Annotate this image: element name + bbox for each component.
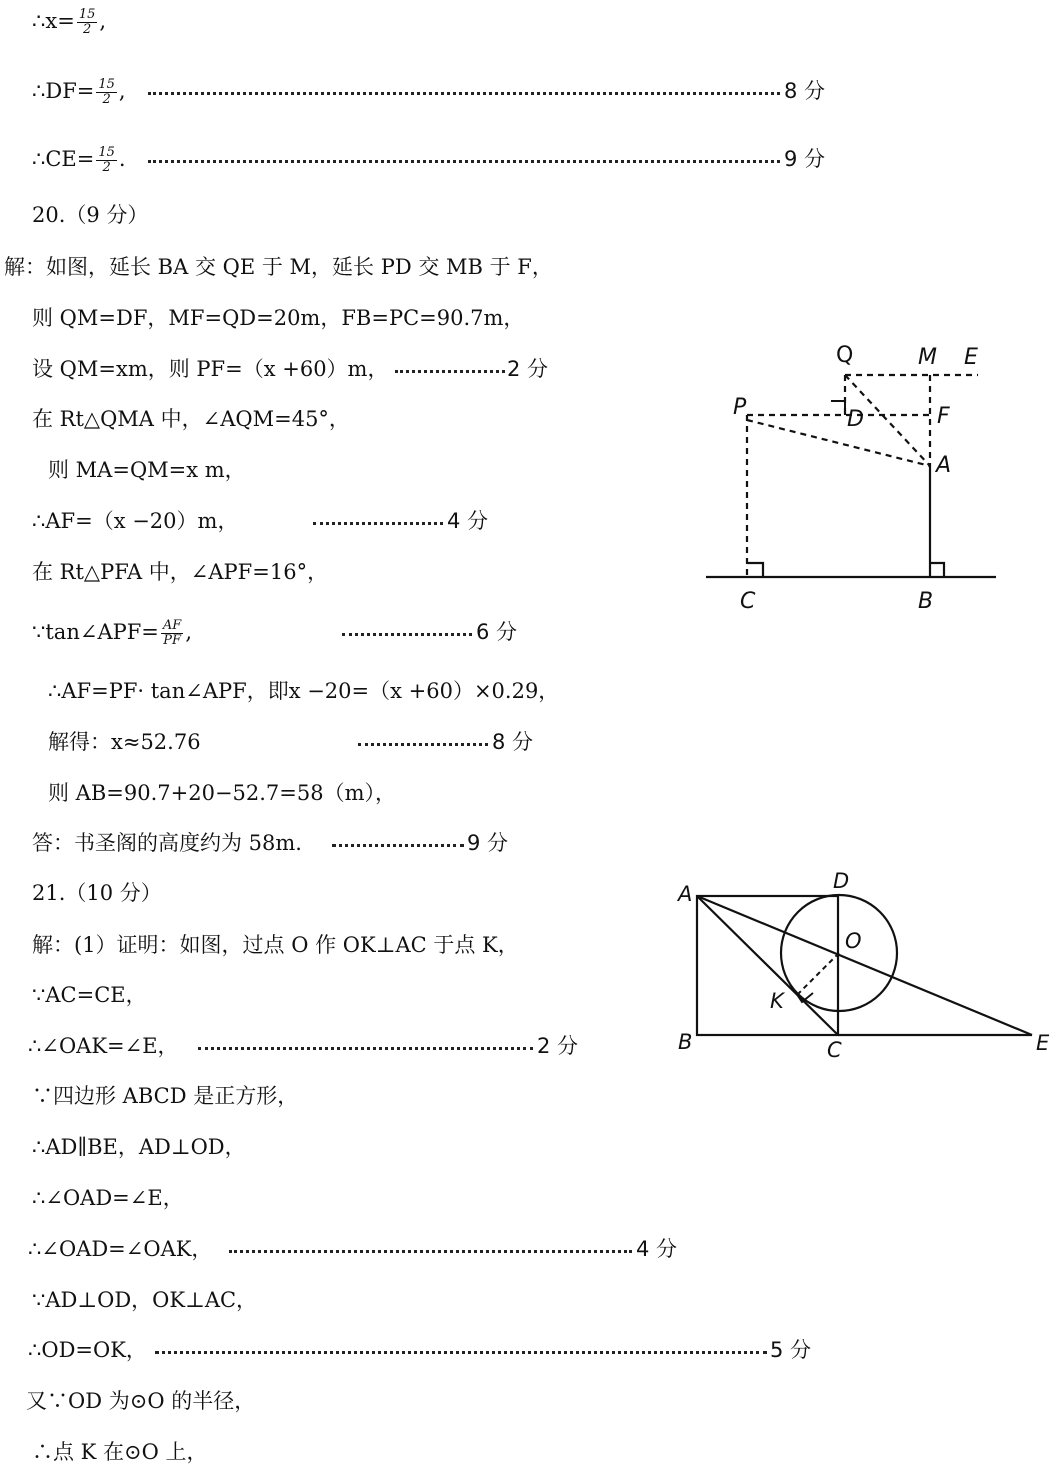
- line-25: 又∵OD 为⊙O 的半径，: [26, 1389, 256, 1413]
- label-b: B: [678, 1030, 693, 1054]
- label-e: E: [964, 345, 978, 370]
- line-ok: [797, 953, 839, 995]
- leader-dots: [313, 522, 443, 525]
- line-18: ∴∠OAK=∠E， 2 分: [0, 1025, 1055, 1067]
- line-7: 在 Rt△QMA 中，∠AQM=45°，: [32, 407, 350, 431]
- score: 6 分: [476, 620, 518, 644]
- score: 2 分: [507, 357, 549, 381]
- leader-dots: [229, 1250, 632, 1253]
- right-angle-b: [930, 563, 944, 577]
- line-1: [0, 0, 1055, 42]
- line-14: 则 AB=90.7+20−52.7=58（m），: [48, 781, 397, 805]
- line-8: 则 MA=QM=x m，: [48, 458, 246, 482]
- score: 4 分: [447, 509, 489, 533]
- line-15: 答：书圣阁的高度约为 58m. 9 分: [0, 822, 1055, 864]
- line-24: ∴OD=OK， 5 分: [0, 1329, 1055, 1371]
- label-b: B: [918, 589, 934, 614]
- line-19: ∵四边形 ABCD 是正方形，: [32, 1084, 299, 1108]
- label-d: D: [833, 869, 850, 893]
- label-o: O: [845, 929, 862, 953]
- leader-dots: [395, 370, 505, 373]
- line-13: 解得：x≈52.76 8 分: [0, 721, 1055, 763]
- score: 9 分: [784, 147, 826, 171]
- label-q: Q: [836, 343, 854, 368]
- line-9: ∴AF=（x −20）m， 4 分: [0, 500, 1055, 542]
- leader-dots: [148, 160, 780, 163]
- question-20-heading: 20.（9 分）: [32, 203, 149, 227]
- equation: ∴DF= $\frac{15}{2}$ ,: [32, 77, 126, 107]
- score: 2 分: [537, 1034, 579, 1058]
- label-c: C: [827, 1038, 842, 1062]
- leader-dots: [155, 1351, 767, 1354]
- right-angle-c: [747, 563, 763, 577]
- line-16: 解：(1）证明：如图，过点 O 作 OK⊥AC 于点 K，: [32, 933, 519, 957]
- leader-dots: [358, 743, 488, 746]
- line-17: ∵AC=CE，: [32, 983, 147, 1007]
- label-k: K: [770, 989, 784, 1013]
- score: 8 分: [492, 730, 534, 754]
- line-22: ∴∠OAD=∠OAK， 4 分: [0, 1228, 1055, 1270]
- label-m: M: [918, 345, 937, 370]
- label-c: C: [740, 589, 756, 614]
- line-ae: [697, 896, 1032, 1035]
- label-f: F: [937, 404, 950, 429]
- diagonal-ac: [697, 896, 838, 1035]
- line-2: [0, 70, 1055, 112]
- equation: ∴x= $\frac{15}{2}$ ,: [32, 7, 107, 37]
- label-d: D: [847, 407, 864, 432]
- line-pa: [747, 420, 930, 466]
- score: 8 分: [784, 79, 826, 103]
- line-20: ∴AD∥BE，AD⊥OD，: [32, 1135, 246, 1159]
- line-6: 设 QM=xm，则 PF=（x +60）m， 2 分: [0, 348, 1055, 390]
- line-12: ∴AF=PF· tan∠APF，即x −20=（x +60）×0.29，: [48, 679, 560, 703]
- score: 5 分: [770, 1338, 812, 1362]
- question-21-heading: 21.（10 分）: [32, 881, 162, 905]
- score: 4 分: [636, 1237, 678, 1261]
- line-10: 在 Rt△PFA 中，∠APF=16°，: [32, 560, 329, 584]
- leader-dots: [148, 92, 780, 95]
- equation: ∴CE= $\frac{15}{2}$ .: [32, 145, 126, 175]
- line-23: ∵AD⊥OD，OK⊥AC，: [32, 1288, 258, 1312]
- label-a: A: [678, 882, 693, 906]
- line-5: 则 QM=DF，MF=QD=20m，FB=PC=90.7m，: [32, 306, 525, 330]
- figure-question-20: [690, 330, 1020, 620]
- line-4: 解：如图，延长 BA 交 QE 于 M，延长 PD 交 MB 于 F，: [4, 255, 553, 279]
- right-angle-d: [831, 401, 845, 415]
- score: 9 分: [467, 831, 509, 855]
- label-e: E: [1036, 1031, 1050, 1055]
- leader-dots: [342, 633, 472, 636]
- line-3: [0, 138, 1055, 180]
- label-a: A: [936, 453, 952, 478]
- figure-question-21: [670, 860, 1055, 1070]
- line-21: ∴∠OAD=∠E，: [32, 1186, 184, 1210]
- label-p: P: [733, 395, 747, 420]
- equation: ∵tan∠APF= $\frac{AF}{PF}$ ,: [32, 618, 193, 648]
- line-26: ∴点 K 在⊙O 上，: [32, 1440, 208, 1464]
- leader-dots: [332, 844, 464, 847]
- leader-dots: [198, 1047, 533, 1050]
